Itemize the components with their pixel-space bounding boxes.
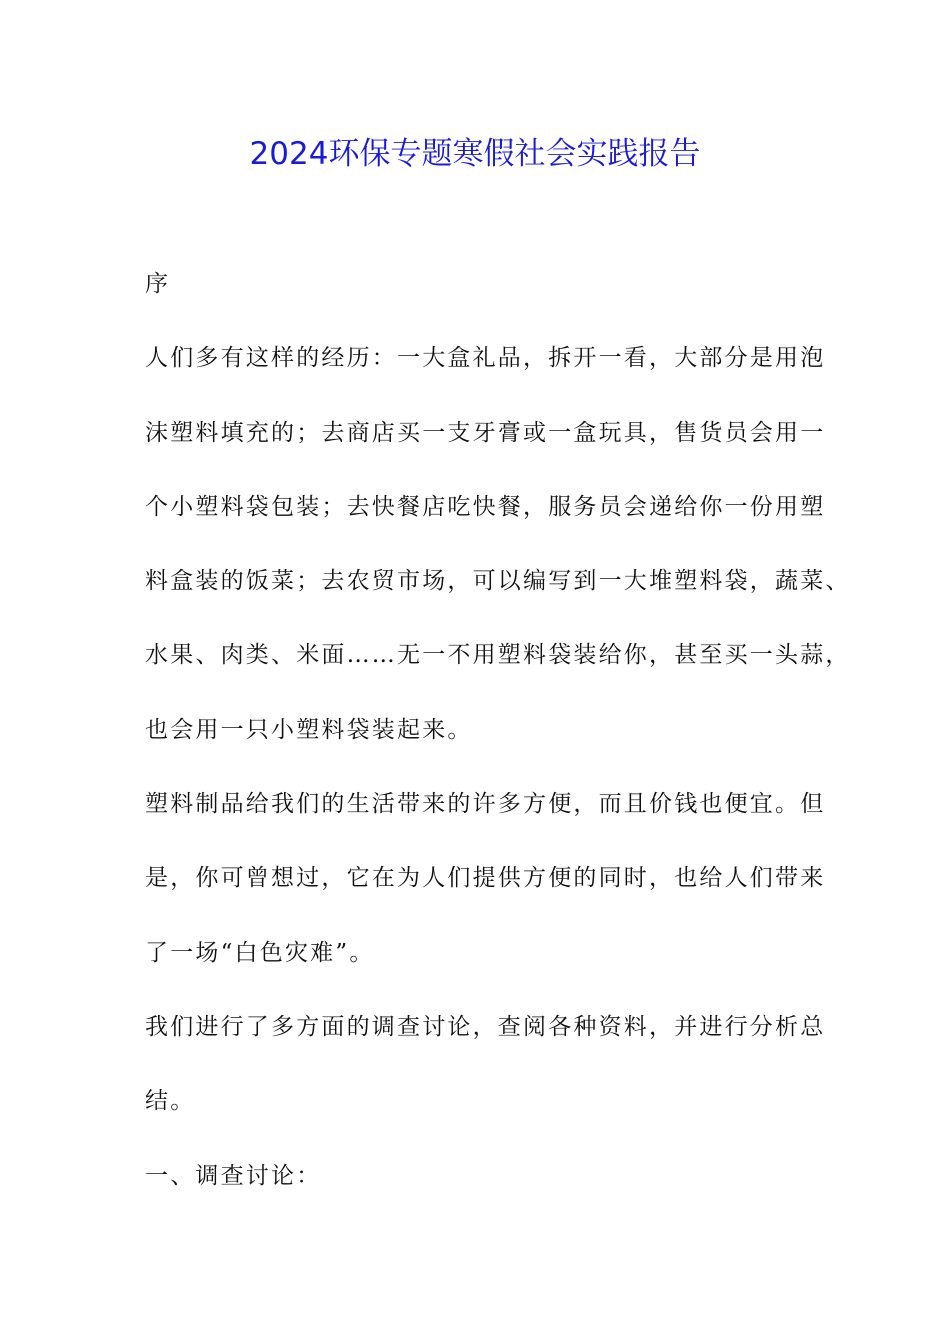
paragraph-line: 人们多有这样的经历：一大盒礼品，拆开一看，大部分是用泡 [145, 345, 826, 372]
paragraph-line: 塑料制品给我们的生活带来的许多方便，而且价钱也便宜。但 [145, 791, 826, 818]
document-title: 2024环保专题寒假社会实践报告 [249, 136, 701, 172]
paragraph-line: 是，你可曾想过，它在为人们提供方便的同时，也给人们带来 [145, 865, 826, 892]
paragraph-line: 了一场“白色灾难”。 [145, 939, 375, 966]
paragraph-line: 沫塑料填充的；去商店买一支牙膏或一盒玩具，售货员会用一 [145, 419, 826, 446]
paragraph-line: 料盒装的饭菜；去农贸市场，可以编写到一大堆塑料袋，蔬菜、 [145, 568, 851, 595]
paragraph-line: 我们进行了多方面的调查讨论，查阅各种资料，并进行分析总 [145, 1013, 826, 1040]
section-heading-preface: 序 [145, 271, 171, 297]
paragraph-line: 个小塑料袋包装；去快餐店吃快餐，服务员会递给你一份用塑 [145, 493, 826, 520]
paragraph-line: 结。 [145, 1088, 196, 1115]
document-body [145, 260, 851, 1226]
paragraph-line: 水果、肉类、米面……无一不用塑料袋装给你，甚至买一头蒜， [145, 642, 851, 669]
section-heading-survey: 一、调查讨论： [145, 1162, 322, 1189]
paragraph-line: 也会用一只小塑料袋装起来。 [145, 716, 473, 743]
